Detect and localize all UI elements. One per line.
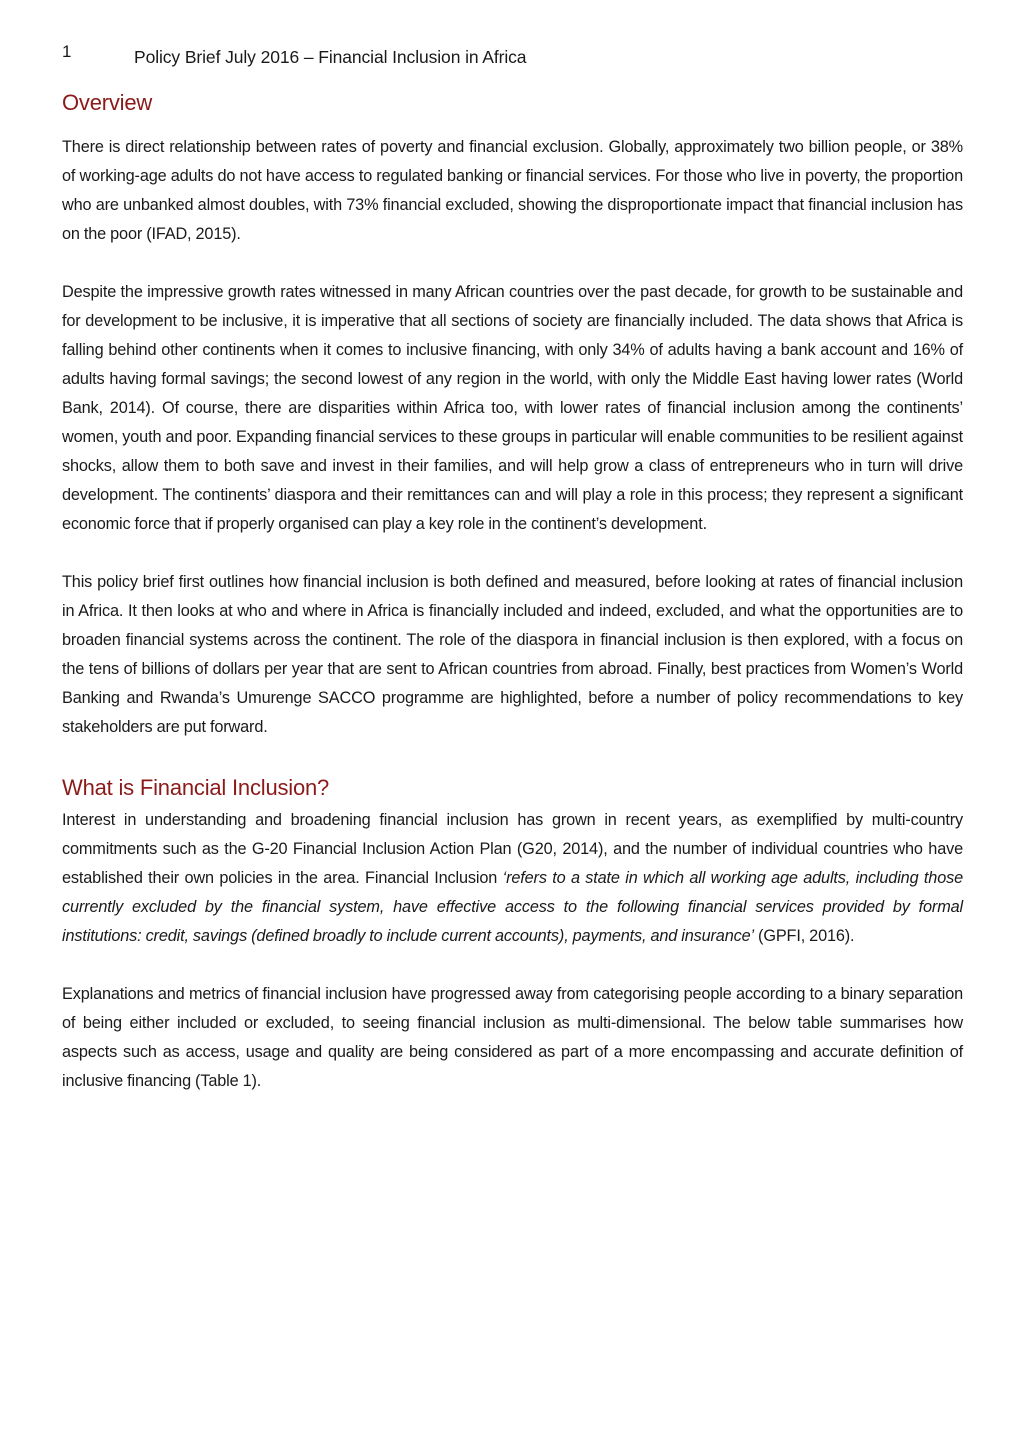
overview-section — [62, 88, 963, 742]
definition-lead-text: Interest in understanding and broadening financial inclusion has grown in recent years, as exemplified by multi-country commitments such as the G-20 Financial Inclusion Action Plan (G20, 2014), and the number of individual countries who have established their own policies in the area. Financial Inclusion — [62, 811, 963, 887]
document-body — [62, 88, 963, 1096]
what-is-financial-inclusion-section — [62, 773, 963, 1096]
overview-paragraph-2: Despite the impressive growth rates witnessed in many African countries over the past decade, for growth to be sustainable and for development to be inclusive, it is imperative that all sections of society are financially included. The data shows that Africa is falling behind other continents when it comes to inclusive financing, with only 34% of adults having a bank account and 16% of adults having formal savings; the second lowest of any region in the world, with only the Middle East having lower rates (World Bank, 2014). Of course, there are disparities within Africa too, with lower rates of financial inclusion among the continents’ women, youth and poor. Expanding financial services to these groups in particular will enable communities to be resilient against shocks, allow them to both save and invest in their families, and will help grow a class of entrepreneurs who in turn will drive development. The continents’ diaspora and their remittances can and will play a role in this process; they represent a significant economic force that if properly organised can play a key role in the continent’s development. — [62, 283, 963, 533]
what-is-paragraph-1 — [62, 806, 963, 951]
what-is-paragraph-2: Explanations and metrics of financial inclusion have progressed away from categorising people according to a binary separation of being either included or excluded, to seeing financial inclusion as multi-dimensional. The below table summarises how aspects such as access, usage and quality are being considered as part of a more encompassing and accurate definition of inclusive financing (Table 1). — [62, 985, 963, 1090]
what-is-financial-inclusion-heading: What is Financial Inclusion? — [62, 775, 330, 800]
definition-citation: (GPFI, 2016). — [753, 927, 855, 945]
overview-heading: Overview — [62, 90, 153, 115]
running-header-title: Policy Brief July 2016 – Financial Inclusion in Africa — [134, 47, 527, 67]
definition-quote: ‘refers to a state in which all working age adults, including those currently excluded by the financial system, have effective access to the following financial services provided by formal institutions: credit, savings (defined broadly to include current accounts), payments, and insurance’ — [62, 869, 963, 945]
overview-paragraph-3: This policy brief first outlines how financial inclusion is both defined and measured, before looking at rates of financial inclusion in Africa. It then looks at who and where in Africa is financially included and indeed, excluded, and what the opportunities are to broaden financial systems across the continent. The role of the diaspora in financial inclusion is then explored, with a focus on the tens of billions of dollars per year that are sent to African countries from abroad. Finally, best practices from Women’s World Banking and Rwanda’s Umurenge SACCO programme are highlighted, before a number of policy recommendations to key stakeholders are put forward. — [62, 573, 963, 736]
page-number: 1 — [62, 42, 72, 61]
overview-paragraph-1: There is direct relationship between rates of poverty and financial exclusion. Globally, approximately two billion people, or 38% of working-age adults do not have access to regulated banking or financial services. For those who live in poverty, the proportion who are unbanked almost doubles, with 73% financial excluded, showing the disproportionate impact that financial inclusion has on the poor (IFAD, 2015). — [62, 138, 963, 243]
